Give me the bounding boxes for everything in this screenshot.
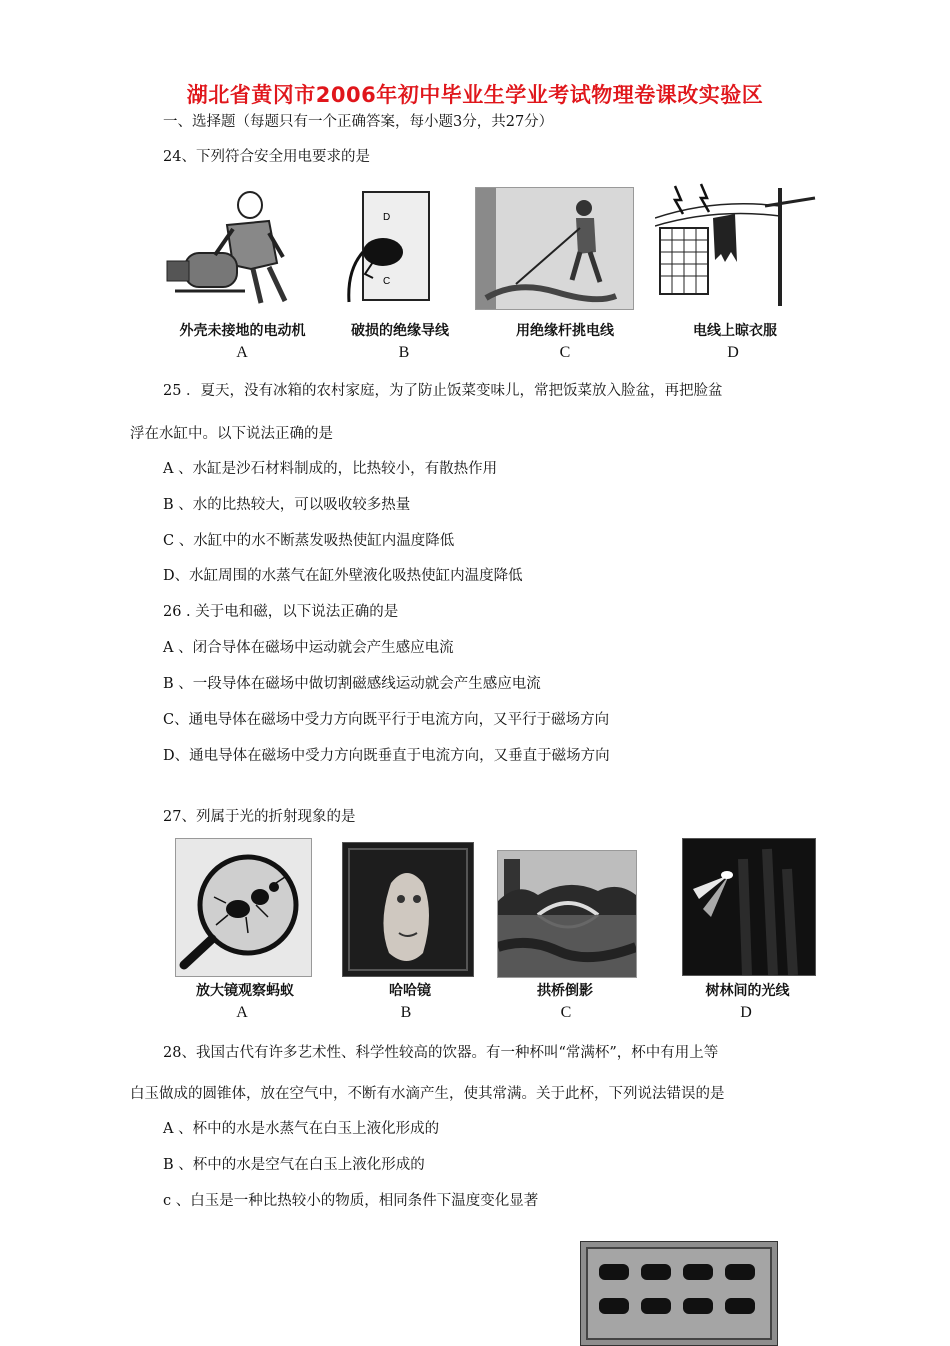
- q27-letter-b: B: [400, 1004, 412, 1021]
- q25-option-b: B 、水的比热较大，可以吸收较多热量: [163, 497, 411, 513]
- q24-caption-d: 电线上晾衣服: [693, 323, 777, 339]
- q27-image-d: [682, 838, 816, 976]
- q28-stem-line1: 28、我国古代有许多艺术性、科学性较高的饮器。有一种杯叫“常满杯”，杯中有用上等: [163, 1045, 719, 1061]
- section-heading: 一、选择题（每题只有一个正确答案，每小题3分，共27分）: [163, 114, 554, 130]
- q27-caption-d: 树林间的光线: [705, 983, 790, 999]
- q26-option-a: A 、闭合导体在磁场中运动就会产生感应电流: [163, 640, 454, 656]
- q27-letter-a: A: [236, 1004, 248, 1021]
- q28-option-c: c 、白玉是一种比热较小的物质，相同条件下温度变化显著: [163, 1193, 539, 1209]
- q27-image-a: [175, 838, 312, 977]
- q24-letter-b: B: [398, 344, 410, 361]
- q24-letter-a: A: [236, 344, 248, 361]
- q27-caption-c: 拱桥倒影: [537, 983, 593, 999]
- q24-letter-c: C: [559, 344, 571, 361]
- q25-option-d: D、水缸周围的水蒸气在缸外壁液化吸热使缸内温度降低: [163, 568, 523, 584]
- q26-option-d: D、通电导体在磁场中受力方向既垂直于电流方向，又垂直于磁场方向: [163, 748, 610, 764]
- q28-stem-line2: 白玉做成的圆锥体，放在空气中，不断有水滴产生，使其常满。关于此杯，下列说法错误的是: [130, 1086, 725, 1102]
- page-title: 湖北省黄冈市2006年初中毕业生学业考试物理卷课改实验区: [186, 83, 764, 107]
- q26-stem: 26 . 关于电和磁，以下说法正确的是: [163, 604, 399, 620]
- q25-stem-line2: 浮在水缸中。以下说法正确的是: [130, 426, 333, 442]
- q27-caption-a: 放大镜观察蚂蚁: [196, 983, 294, 999]
- q26-option-c: C、通电导体在磁场中受力方向既平行于电流方向，又平行于磁场方向: [163, 712, 610, 728]
- q26-option-b: B 、一段导体在磁场中做切割磁感线运动就会产生感应电流: [163, 676, 541, 692]
- q27-image-c: [497, 850, 637, 978]
- q24-letter-d: D: [727, 344, 739, 361]
- q27-image-b: [342, 842, 474, 977]
- q27-stem: 27、列属于光的折射现象的是: [163, 809, 356, 825]
- q25-option-a: A 、水缸是沙石材料制成的，比热较小，有散热作用: [163, 461, 498, 477]
- q25-option-c: C 、水缸中的水不断蒸发吸热使缸内温度降低: [163, 533, 455, 549]
- q27-caption-b: 哈哈镜: [389, 983, 431, 999]
- q28-option-b: B 、杯中的水是空气在白玉上液化形成的: [163, 1157, 425, 1173]
- q24-caption-a: 外壳未接地的电动机: [179, 323, 306, 339]
- socket-label-bottom: C: [383, 276, 391, 287]
- q24-image-c: [475, 187, 634, 310]
- socket-label-top: D: [383, 212, 391, 223]
- brick-image: [580, 1241, 778, 1346]
- q24-caption-c: 用绝缘杆挑电线: [516, 323, 614, 339]
- q24-caption-b: 破损的绝缘导线: [351, 323, 449, 339]
- q28-option-a: A 、杯中的水是水蒸气在白玉上液化形成的: [163, 1121, 440, 1137]
- q27-letter-d: D: [740, 1004, 752, 1021]
- q27-letter-c: C: [560, 1004, 572, 1021]
- q25-stem-line1: 25 ．夏天，没有冰箱的农村家庭，为了防止饭菜变味儿，常把饭菜放入脸盆，再把脸盆: [163, 383, 723, 399]
- q24-stem: 24、下列符合安全用电要求的是: [163, 149, 370, 165]
